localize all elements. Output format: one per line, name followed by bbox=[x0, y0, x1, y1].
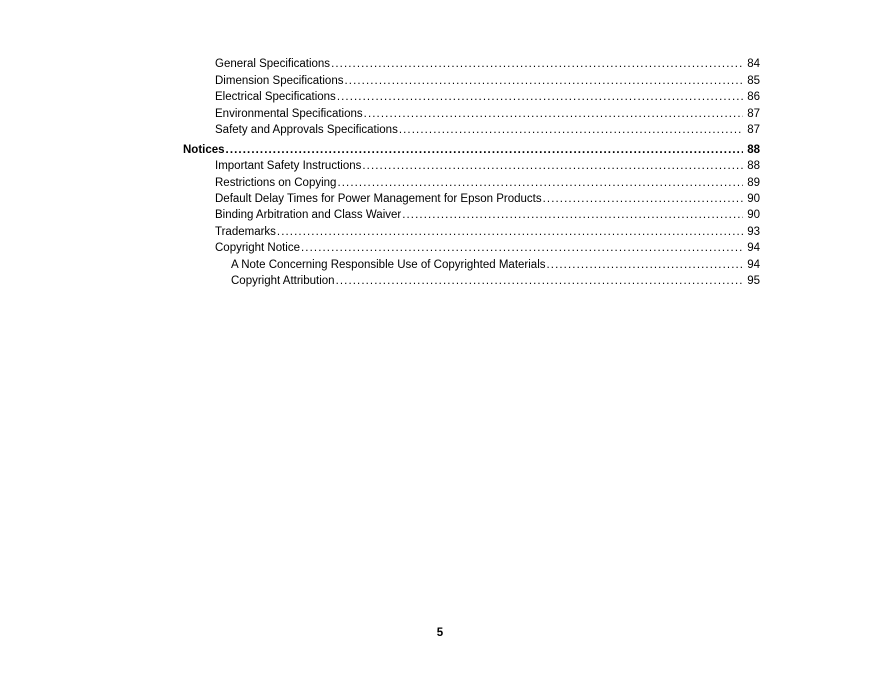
toc-entry-title: Dimension Specifications bbox=[215, 75, 344, 87]
toc-entry-notices[interactable] bbox=[183, 143, 760, 157]
toc-entry-title: Binding Arbitration and Class Waiver bbox=[215, 209, 402, 221]
toc-entry-title: Important Safety Instructions bbox=[215, 160, 362, 172]
toc-entry-page: 89 bbox=[747, 177, 760, 189]
toc-entry-title: A Note Concerning Responsible Use of Copyrighted Materials bbox=[231, 259, 546, 271]
toc-entry-title: Copyright Attribution bbox=[231, 275, 335, 287]
dot-leader bbox=[402, 208, 743, 222]
dot-leader bbox=[362, 159, 743, 173]
toc-entry-restrictions-on-copying[interactable] bbox=[215, 176, 760, 190]
toc-entry-important-safety-instructions[interactable] bbox=[215, 159, 760, 173]
toc-entry-page: 87 bbox=[747, 124, 760, 136]
toc-entry-title: Trademarks bbox=[215, 226, 276, 238]
toc-entry-title: Notices bbox=[183, 144, 225, 156]
dot-leader bbox=[337, 176, 743, 190]
dot-leader bbox=[547, 258, 744, 272]
toc-entry-page: 86 bbox=[747, 91, 760, 103]
dot-leader bbox=[301, 241, 743, 255]
toc-entry-title: Safety and Approvals Specifications bbox=[215, 124, 398, 136]
toc-entry-default-delay-times[interactable] bbox=[215, 192, 760, 206]
toc-entry-copyright-attribution[interactable] bbox=[231, 274, 760, 288]
dot-leader bbox=[399, 123, 743, 137]
toc-entry-page: 93 bbox=[747, 226, 760, 238]
toc-entry-page: 94 bbox=[747, 259, 760, 271]
toc-entry-page: 87 bbox=[747, 108, 760, 120]
toc-entry-binding-arbitration[interactable] bbox=[215, 208, 760, 222]
toc-entry-page: 88 bbox=[747, 160, 760, 172]
dot-leader bbox=[277, 225, 743, 239]
dot-leader bbox=[337, 90, 743, 104]
toc-entry-title: Default Delay Times for Power Management for Epson Products bbox=[215, 193, 542, 205]
dot-leader bbox=[364, 107, 743, 121]
toc-entry-environmental-specifications[interactable] bbox=[215, 107, 760, 121]
toc-entry-copyright-notice[interactable] bbox=[215, 241, 760, 255]
toc-entry-title: Restrictions on Copying bbox=[215, 177, 337, 189]
toc-entry-page: 90 bbox=[747, 209, 760, 221]
toc-entry-page: 94 bbox=[747, 242, 760, 254]
toc-entry-title: General Specifications bbox=[215, 58, 331, 70]
toc-entry-electrical-specifications[interactable] bbox=[215, 90, 760, 104]
toc-entry-page: 84 bbox=[747, 58, 760, 70]
dot-leader bbox=[226, 143, 743, 157]
toc-entry-safety-approvals-specifications[interactable] bbox=[215, 123, 760, 137]
toc-entry-note-copyrighted-materials[interactable] bbox=[231, 258, 760, 272]
toc-entry-title: Copyright Notice bbox=[215, 242, 301, 254]
dot-leader bbox=[344, 74, 743, 88]
toc-entry-dimension-specifications[interactable] bbox=[215, 74, 760, 88]
toc-entry-title: Environmental Specifications bbox=[215, 108, 363, 120]
toc-entry-trademarks[interactable] bbox=[215, 225, 760, 239]
toc-entry-title: Electrical Specifications bbox=[215, 91, 336, 103]
dot-leader bbox=[543, 192, 743, 206]
toc-entry-page: 90 bbox=[747, 193, 760, 205]
dot-leader bbox=[331, 57, 743, 71]
toc-entry-page: 85 bbox=[747, 75, 760, 87]
page-number: 5 bbox=[436, 627, 444, 639]
toc-entry-page: 95 bbox=[747, 275, 760, 287]
toc-entry-general-specifications[interactable] bbox=[215, 57, 760, 71]
dot-leader bbox=[336, 274, 743, 288]
toc-entry-page: 88 bbox=[747, 144, 760, 156]
